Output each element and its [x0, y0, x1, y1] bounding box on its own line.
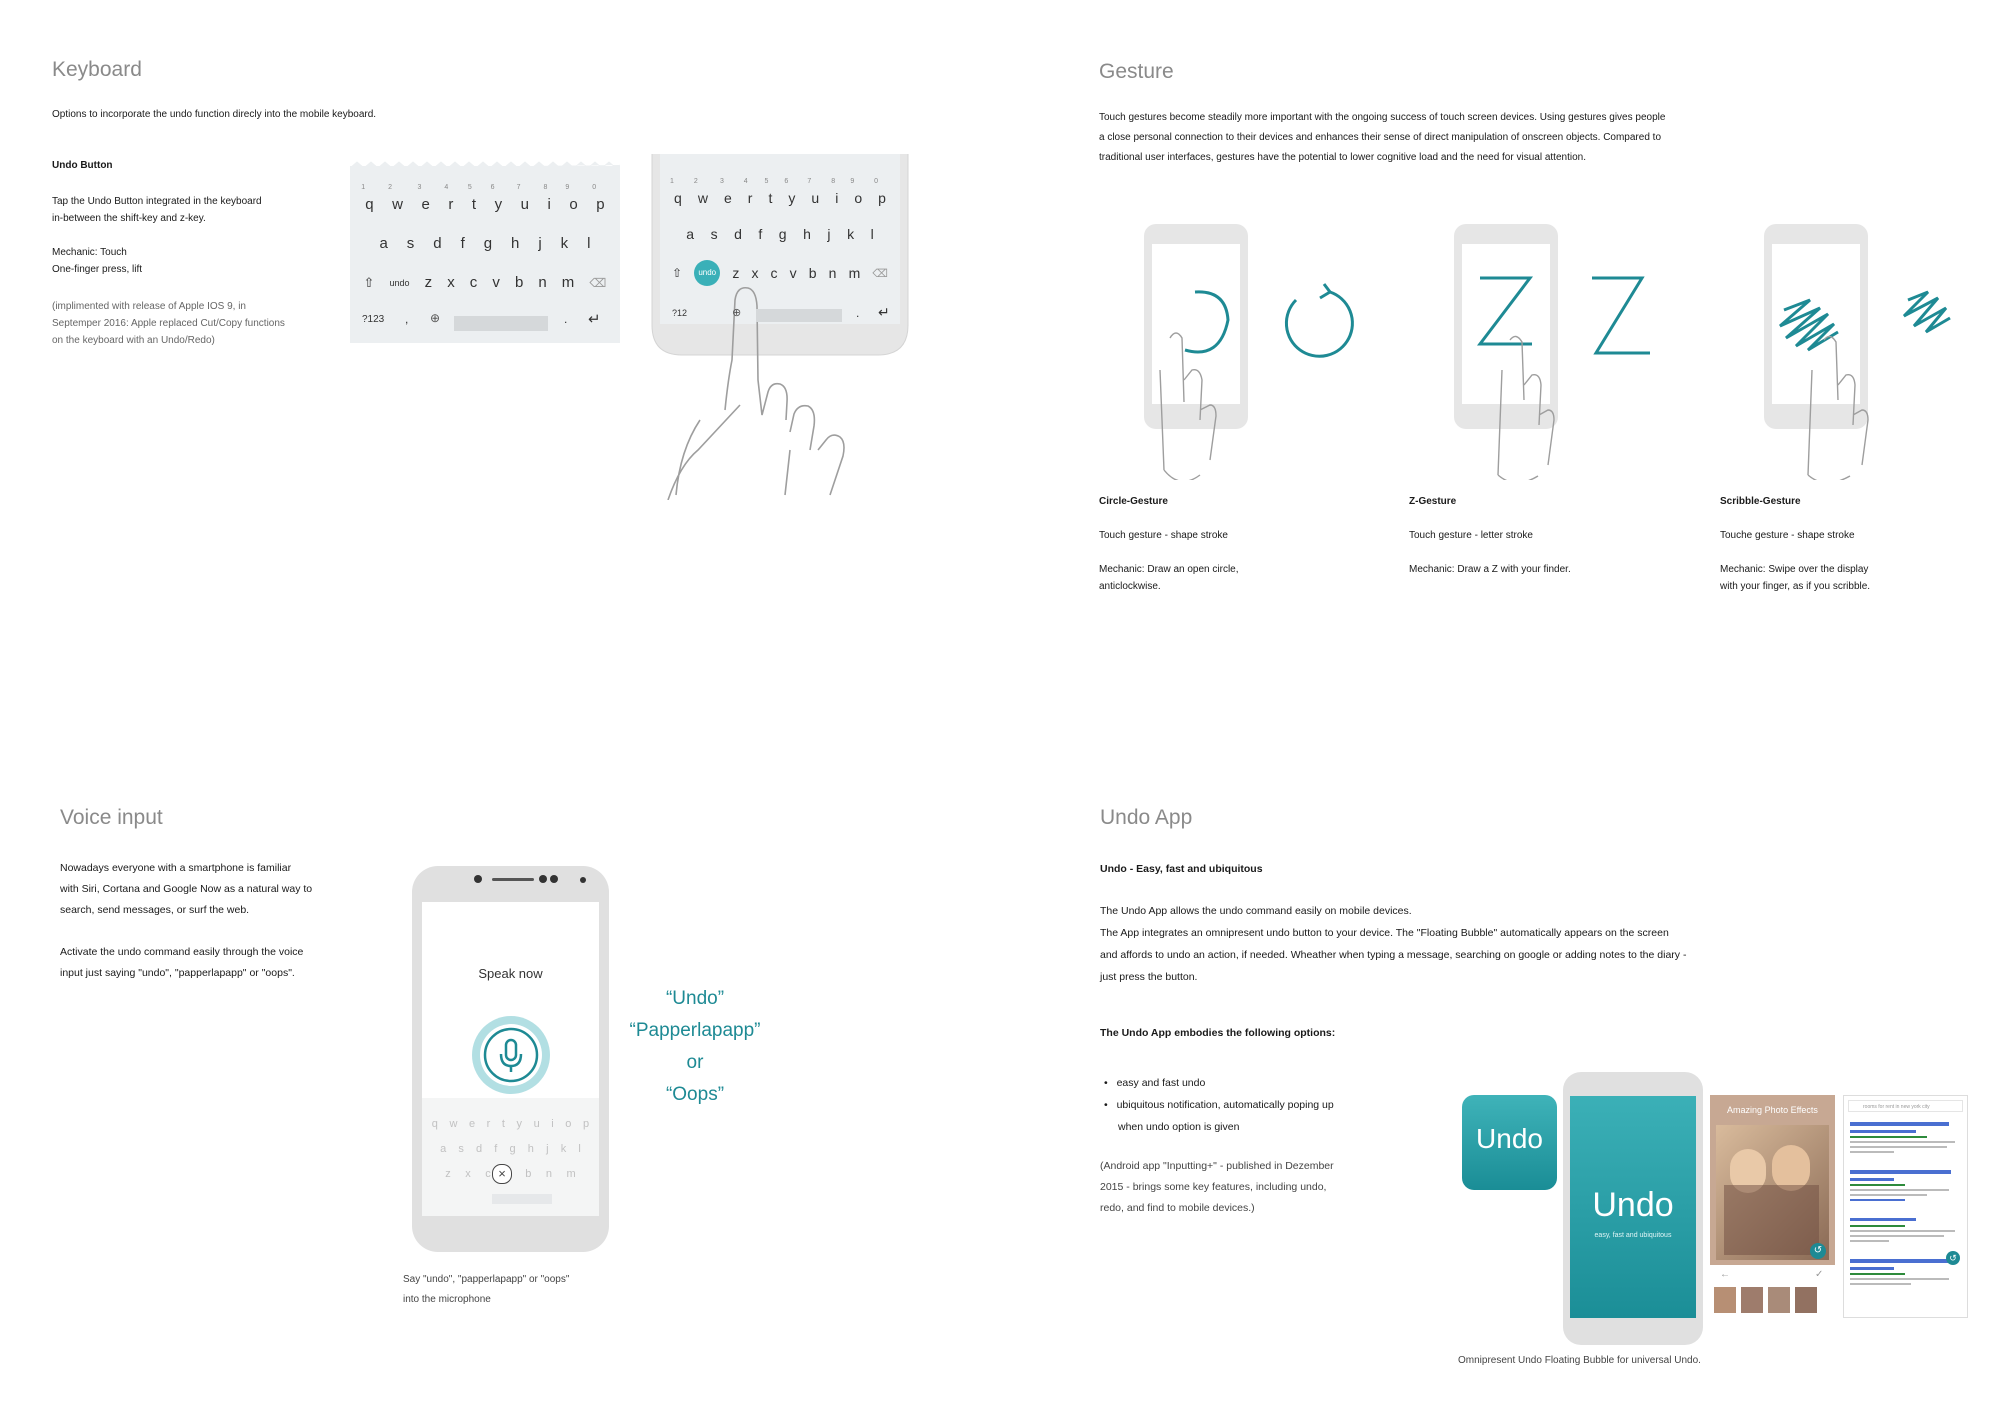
voice-command-or: or — [686, 1052, 704, 1073]
camera-icon — [474, 875, 482, 883]
photo-filter-strip — [1710, 1265, 1835, 1318]
gesture-name: Scribble-Gesture — [1720, 496, 1801, 507]
note-line: (implimented with release of Apple IOS 9, in — [52, 301, 246, 312]
gesture-mechanic: anticlockwise. — [1099, 581, 1161, 592]
spacebar[interactable] — [756, 309, 842, 322]
key[interactable]: c — [469, 274, 478, 291]
note-line: redo, and find to mobile devices.) — [1100, 1202, 1255, 1214]
key[interactable]: 7 u — [516, 184, 529, 213]
photo-app-screen — [1710, 1095, 1835, 1318]
key[interactable]: c — [770, 265, 778, 281]
option-item-cont: when undo option is given — [1118, 1121, 1240, 1133]
key[interactable]: g — [483, 235, 493, 252]
floating-undo-bubble[interactable]: ↺ — [1810, 1243, 1826, 1259]
key[interactable]: f — [758, 226, 763, 242]
voice-line: input just saying "undo", "papperlapapp" or "oops". — [60, 967, 295, 979]
spacebar[interactable] — [454, 316, 548, 331]
key-row-1 — [350, 184, 620, 213]
sensor-icon — [550, 875, 558, 883]
gesture-mechanic: Mechanic: Swipe over the display — [1720, 564, 1869, 575]
note-line: Septemper 2016: Apple replaced Cut/Copy functions — [52, 318, 285, 329]
note-line: (Android app "Inputting+" - published in Dezember — [1100, 1160, 1334, 1172]
gesture-mechanic: with your finger, as if you scribble. — [1720, 581, 1871, 592]
key[interactable]: x — [751, 265, 759, 281]
undo-button-desc — [52, 193, 262, 278]
gesture-name: Circle-Gesture — [1099, 496, 1168, 507]
gesture-name: Z-Gesture — [1409, 496, 1457, 507]
key[interactable]: 8 i — [543, 184, 551, 213]
key[interactable]: k — [847, 226, 855, 242]
circle-gesture-card — [1099, 493, 1239, 595]
scribble-gesture-card — [1720, 493, 1870, 595]
intro-line: Touch gestures become steadily more important with the ongoing success of touch screen devices. Using gestures gives people — [1099, 112, 1666, 123]
key-row-2 — [350, 235, 620, 252]
key[interactable]: 1 q — [670, 178, 682, 206]
globe-key-icon[interactable]: ⊕ — [732, 307, 742, 319]
z-gesture-illustration — [1440, 220, 1680, 480]
photo-app-title: Amazing Photo Effects — [1727, 1105, 1818, 1115]
key[interactable]: 6 y — [784, 178, 796, 206]
key[interactable]: s — [406, 235, 415, 252]
voice-input-title: Voice input — [60, 806, 163, 829]
faded-key-row: q w e r t y u i o p — [431, 1118, 590, 1130]
mechanic-line: One-finger press, lift — [52, 264, 143, 275]
key[interactable]: 9 o — [850, 178, 863, 206]
faded-spacebar — [492, 1194, 552, 1204]
voice-phone — [412, 866, 609, 1252]
desc-line: in-between the shift-key and z-key. — [52, 213, 206, 224]
enter-key-icon[interactable]: ↵ — [878, 304, 890, 320]
faded-key-row: a s d f g h j k l — [440, 1143, 581, 1155]
key[interactable]: m — [561, 274, 575, 291]
keyboard-mockup-in-phone — [660, 154, 900, 324]
key[interactable]: d — [433, 235, 442, 252]
gesture-mechanic: Mechanic: Draw a Z with your finder. — [1409, 564, 1571, 575]
caption-line: Say "undo", "papperlapapp" or "oops" — [403, 1274, 570, 1285]
gesture-type: Touche gesture - shape stroke — [1720, 530, 1855, 541]
key[interactable]: b — [808, 265, 817, 281]
scribble-gesture-illustration — [1750, 220, 1990, 480]
backspace-key-icon[interactable]: ⌫ — [589, 275, 607, 290]
key[interactable]: 8 i — [831, 178, 839, 206]
key[interactable]: a — [686, 226, 695, 242]
undo-app-title: Undo App — [1100, 806, 1193, 829]
key[interactable]: 2 w — [693, 178, 708, 206]
backspace-key-icon[interactable]: ⌫ — [872, 267, 888, 280]
period-key[interactable]: . — [564, 312, 568, 326]
key[interactable]: 0 p — [874, 178, 886, 206]
gesture-type: Touch gesture - shape stroke — [1099, 530, 1228, 541]
faded-key-row: z x c b n m — [445, 1168, 576, 1180]
desc-line: The App integrates an omnipresent undo button to your device. The "Floating Bubble" automatically appears on the screen — [1100, 927, 1669, 939]
key[interactable]: x — [447, 274, 455, 291]
key[interactable]: 4 r — [743, 178, 753, 206]
voice-line: Nowadays everyone with a smartphone is familiar — [60, 862, 292, 874]
note-line: on the keyboard with an Undo/Redo) — [52, 335, 215, 346]
key[interactable]: b — [514, 274, 524, 291]
voice-line: Activate the undo command easily through the voice — [60, 946, 304, 958]
app-icon-logo-text: Undo — [1476, 1123, 1543, 1154]
sensor-icon — [580, 877, 586, 883]
back-arrow-icon[interactable]: ← — [1720, 1269, 1730, 1280]
key[interactable]: h — [803, 226, 811, 242]
key-row-2 — [660, 226, 900, 242]
key-row-1 — [660, 178, 900, 206]
microphone-icon — [480, 1024, 542, 1086]
voice-command-papperlapapp: “Papperlapapp” — [629, 1020, 761, 1041]
floating-undo-bubble[interactable]: ↺ — [1946, 1251, 1960, 1265]
gesture-mechanic: Mechanic: Draw an open circle, — [1099, 564, 1239, 575]
voice-line: with Siri, Cortana and Google Now as a natural way to — [60, 883, 313, 895]
keyboard-intro: Options to incorporate the undo function direcly into the mobile keyboard. — [52, 109, 377, 120]
key-row-3 — [660, 260, 900, 286]
search-results-screen — [1843, 1095, 1968, 1318]
desc-line: just press the button. — [1100, 971, 1198, 983]
undo-app-phone — [1563, 1072, 1703, 1345]
shift-key-icon[interactable]: ⇧ — [363, 274, 375, 290]
mechanic-line: Mechanic: Touch — [52, 247, 127, 258]
shift-key-icon[interactable]: ⇧ — [672, 266, 683, 280]
key[interactable]: 5 t — [764, 178, 773, 206]
z-gesture-card — [1409, 493, 1571, 578]
speak-now-label: Speak now — [478, 966, 543, 981]
sensor-icon — [539, 875, 547, 883]
period-key[interactable]: . — [856, 306, 860, 320]
key[interactable]: 7 u — [807, 178, 820, 206]
key[interactable]: 9 o — [565, 184, 578, 213]
key[interactable]: l — [587, 235, 591, 252]
options-list — [1104, 1072, 1334, 1138]
undo-app-caption: Omnipresent Undo Floating Bubble for universal Undo. — [1458, 1355, 1701, 1366]
voice-command-undo: “Undo” — [665, 988, 725, 1009]
key[interactable]: v — [492, 274, 500, 291]
intro-line: a close personal connection to their devices and enhances their sense of direct manipulation of onscreen objects. Compared to — [1099, 132, 1662, 143]
key-row-3 — [350, 274, 620, 291]
globe-key-icon[interactable]: ⊕ — [430, 311, 441, 325]
splash-screen — [1570, 1096, 1696, 1318]
photo-image — [1716, 1125, 1829, 1260]
intro-line: traditional user interfaces, gestures have the potential to lower cognitive load and the need for visual attention. — [1099, 152, 1586, 163]
voice-line: search, send messages, or surf the web. — [60, 904, 250, 916]
key[interactable]: n — [828, 265, 837, 281]
voice-command-oops: “Oops” — [665, 1084, 725, 1105]
note-line: 2015 - brings some key features, including undo, — [1100, 1181, 1327, 1193]
caption-line: into the microphone — [403, 1294, 491, 1305]
check-icon[interactable]: ✓ — [1815, 1269, 1824, 1280]
undo-app-subtitle: Undo - Easy, fast and ubiquitous — [1100, 863, 1263, 875]
key[interactable]: j — [538, 235, 542, 252]
gesture-title: Gesture — [1099, 60, 1174, 83]
key[interactable]: 3 e — [719, 178, 732, 206]
undo-app-note — [1100, 1156, 1334, 1219]
keyboard-title: Keyboard — [52, 58, 142, 81]
gesture-intro — [1099, 108, 1665, 168]
voice-caption — [403, 1270, 569, 1310]
desc-line: Tap the Undo Button integrated in the keyboard — [52, 196, 262, 207]
search-bar[interactable]: rooms for rent in new york city — [1848, 1100, 1963, 1112]
close-icon[interactable]: × — [492, 1164, 512, 1184]
option-item: • easy and fast undo — [1104, 1077, 1206, 1089]
desc-line: The Undo App allows the undo command easily on mobile devices. — [1100, 905, 1412, 917]
key[interactable]: j — [827, 226, 831, 242]
voice-commands — [610, 983, 780, 1111]
speaker-grille — [492, 878, 534, 881]
mic-button[interactable] — [472, 1016, 550, 1094]
voice-description — [60, 858, 312, 984]
undo-key[interactable]: undo — [389, 277, 410, 288]
desc-line: and affords to undo an action, if needed. Wheather when typing a message, searching on google or adding notes to the diary - — [1100, 949, 1687, 961]
key[interactable]: m — [848, 265, 861, 281]
key[interactable]: h — [511, 235, 520, 252]
comma-key[interactable]: , — [405, 312, 409, 326]
option-item: • ubiquitous notification, automatically poping up — [1104, 1099, 1334, 1111]
key[interactable]: 3 e — [417, 184, 430, 213]
key[interactable]: z — [424, 274, 433, 291]
key[interactable]: 1 q — [361, 184, 374, 213]
options-title: The Undo App embodies the following options: — [1100, 1027, 1336, 1039]
key[interactable]: z — [732, 265, 740, 281]
key[interactable]: l — [870, 226, 874, 242]
key[interactable]: d — [734, 226, 742, 242]
keyboard-mockup — [350, 166, 620, 343]
symbols-key[interactable]: ?123 — [362, 314, 385, 325]
key[interactable]: g — [778, 226, 787, 242]
key[interactable]: n — [538, 274, 547, 291]
key[interactable]: s — [710, 226, 718, 242]
key[interactable]: a — [379, 235, 388, 252]
symbols-key[interactable]: ?12 — [672, 308, 688, 318]
key[interactable]: v — [789, 265, 797, 281]
undo-key-pressed[interactable]: undo — [694, 260, 720, 286]
splash-tagline: easy, fast and ubiquitous — [1594, 1232, 1672, 1239]
key[interactable]: 0 p — [592, 184, 605, 213]
gesture-type: Touch gesture - letter stroke — [1409, 530, 1533, 541]
enter-key-icon[interactable]: ↵ — [588, 311, 601, 328]
undo-app-description — [1100, 900, 1686, 988]
splash-logo-text: Undo — [1592, 1186, 1674, 1224]
key[interactable]: k — [560, 235, 569, 252]
torn-edge — [350, 160, 620, 170]
voice-screen — [422, 902, 599, 1216]
key[interactable]: 2 w — [388, 184, 403, 213]
undo-button-subtitle: Undo Button — [52, 160, 113, 171]
key[interactable]: 4 r — [444, 184, 454, 213]
key[interactable]: 5 t — [467, 184, 477, 213]
undo-app-icon[interactable] — [1462, 1095, 1557, 1190]
search-result-lines — [1850, 1118, 1960, 1288]
key[interactable]: 6 y — [490, 184, 503, 213]
circle-gesture-illustration — [1130, 220, 1370, 480]
faded-keyboard — [422, 1098, 599, 1216]
keyboard-note — [52, 298, 285, 349]
key[interactable]: f — [460, 235, 465, 252]
